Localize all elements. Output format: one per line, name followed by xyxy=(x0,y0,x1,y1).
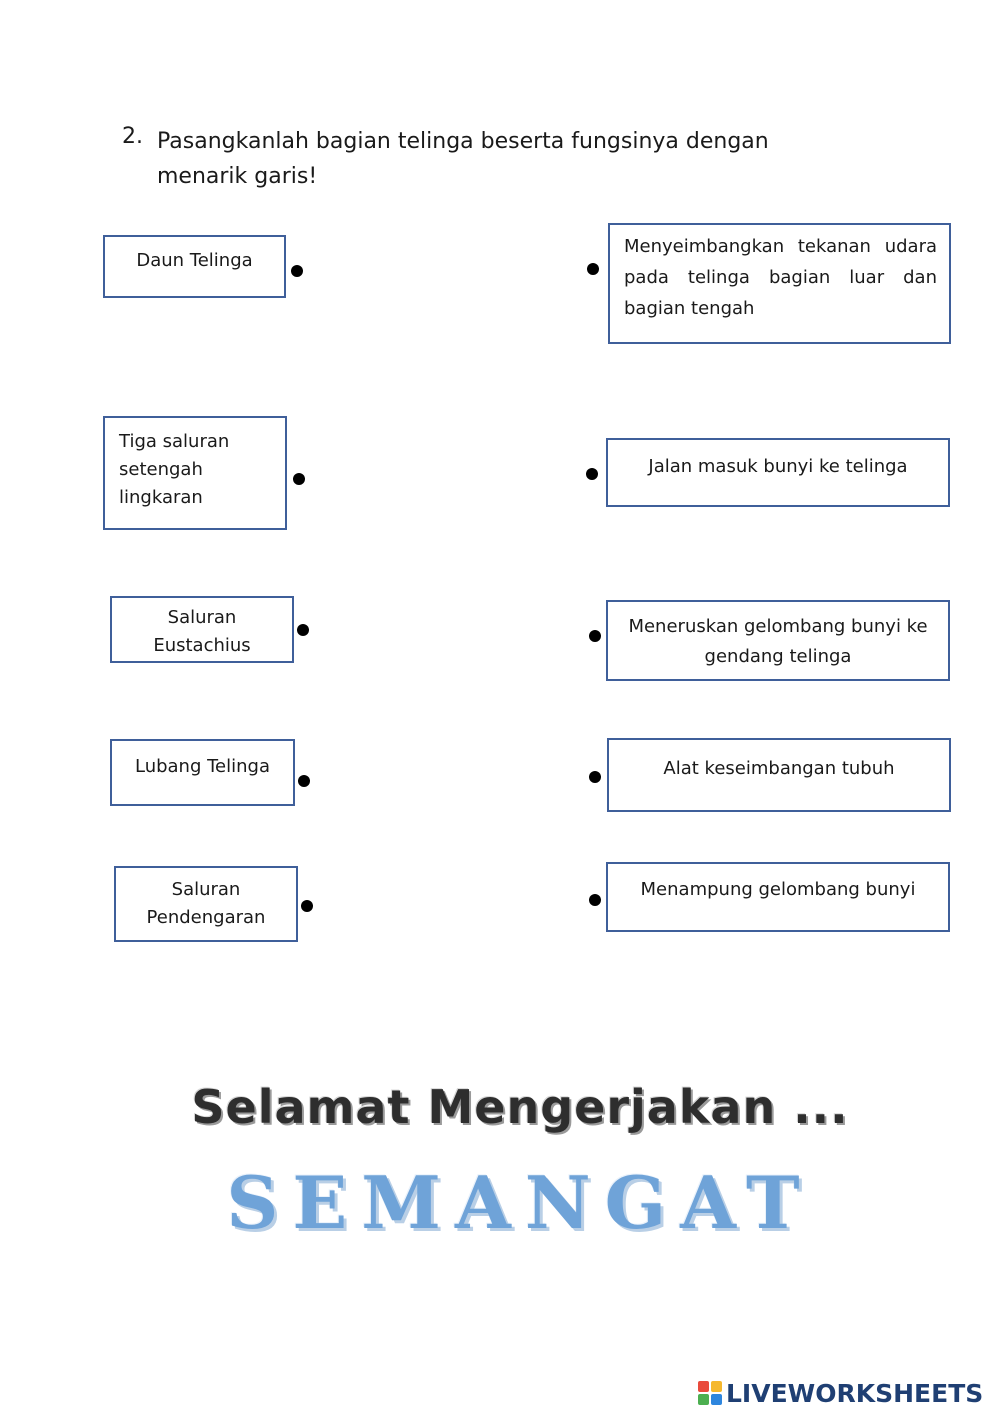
right-item-menampung: Menampung gelombang bunyi xyxy=(606,862,950,932)
left-item-daun-telinga: Daun Telinga xyxy=(103,235,286,298)
right-dot-3[interactable] xyxy=(589,630,601,642)
left-item-tiga-saluran: Tiga saluran setengah lingkaran xyxy=(103,416,287,530)
logo-mark-icon xyxy=(698,1381,722,1405)
right-item-jalan-masuk: Jalan masuk bunyi ke telinga xyxy=(606,438,950,507)
right-item-alat-keseimbangan: Alat keseimbangan tubuh xyxy=(607,738,951,812)
left-dot-5[interactable] xyxy=(301,900,313,912)
right-dot-5[interactable] xyxy=(589,894,601,906)
logo-square-red xyxy=(698,1381,709,1392)
logo-text: LIVEWORKSHEETS xyxy=(726,1378,984,1408)
right-dot-1[interactable] xyxy=(587,263,599,275)
left-dot-3[interactable] xyxy=(297,624,309,636)
left-dot-4[interactable] xyxy=(298,775,310,787)
right-item-menyeimbangkan: Menyeimbangkan tekanan udara pada telinga bagian luar dan bagian tengah xyxy=(608,223,951,344)
right-item-meneruskan: Meneruskan gelombang bunyi ke gendang telinga xyxy=(606,600,950,681)
question-number: 2. xyxy=(122,124,143,149)
question-text: Pasangkanlah bagian telinga beserta fungsinya dengan menarik garis! xyxy=(157,129,769,189)
left-item-saluran-pendengaran: Saluran Pendengaran xyxy=(114,866,298,942)
left-dot-2[interactable] xyxy=(293,473,305,485)
right-dot-2[interactable] xyxy=(586,468,598,480)
logo-square-blue xyxy=(711,1394,722,1405)
greeting-banner: Selamat Mengerjakan ... xyxy=(191,1080,849,1134)
left-item-lubang-telinga: Lubang Telinga xyxy=(110,739,295,806)
left-dot-1[interactable] xyxy=(291,265,303,277)
logo-square-yellow xyxy=(711,1381,722,1392)
liveworksheets-logo[interactable] xyxy=(698,1378,983,1408)
right-dot-4[interactable] xyxy=(589,771,601,783)
logo-square-green xyxy=(698,1394,709,1405)
motivation-banner: SEMANGAT xyxy=(226,1160,814,1245)
left-item-saluran-eustachius: Saluran Eustachius xyxy=(110,596,294,663)
